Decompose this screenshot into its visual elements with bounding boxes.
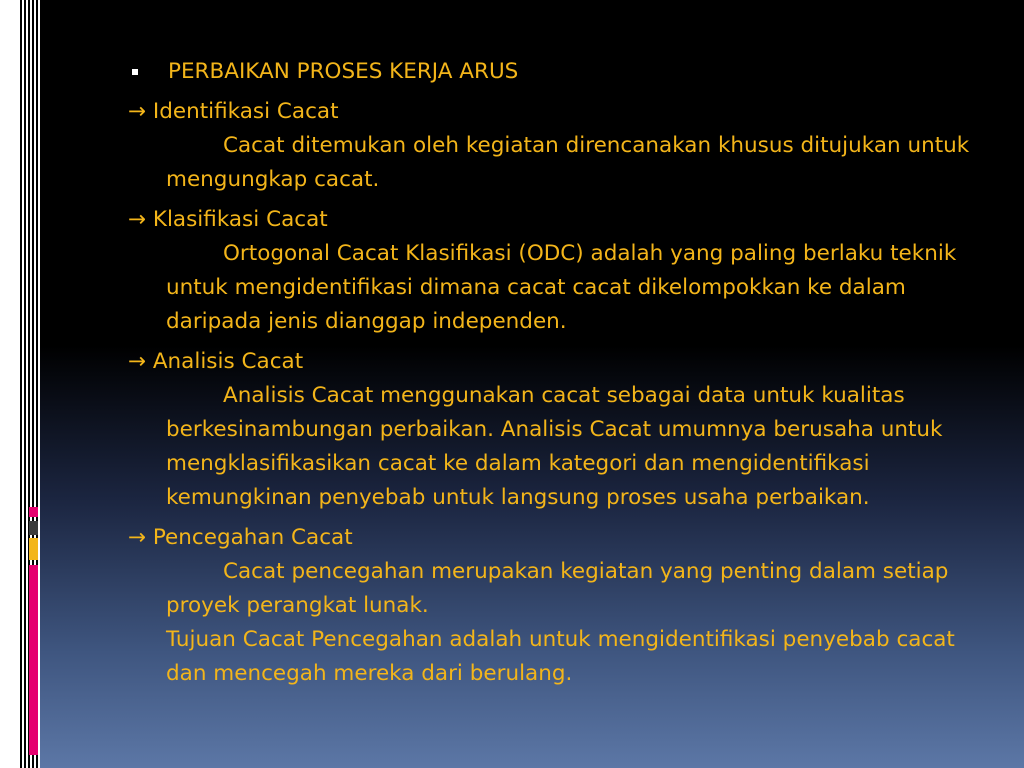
accent-gray-block (29, 521, 38, 535)
accent-pink-block (29, 507, 38, 517)
section-analisis (128, 345, 988, 515)
section-paragraph: Ortogonal Cacat Klasifikasi (ODC) adalah yang paling berlaku teknik untuk mengidentifikasi dimana cacat cacat dikelompokkan ke dalam daripada jenis dianggap independen. (166, 241, 957, 334)
section-pencegahan (128, 521, 988, 691)
heading-text: PERBAIKAN PROSES KERJA ARUS (168, 59, 519, 84)
accent-pink-bar (29, 565, 38, 755)
section-title: → Analisis Cacat (128, 349, 304, 374)
section-klasifikasi (128, 203, 988, 339)
slide-heading (128, 55, 988, 89)
section-paragraph: Analisis Cacat menggunakan cacat sebagai data untuk kualitas berkesinambungan perbaikan. Analisis Cacat umumnya berusaha untuk mengklasifikasikan cacat ke dalam kategori dan mengidentifikasi kemungkinan penyebab untuk langsung proses usaha perbaikan. (166, 383, 943, 510)
section-title: → Pencegahan Cacat (128, 525, 353, 550)
section-title: → Identifikasi Cacat (128, 99, 339, 124)
accent-gold-block (29, 538, 38, 560)
section-identifikasi (128, 95, 988, 197)
section-paragraph: Cacat ditemukan oleh kegiatan direncanakan khusus ditujukan untuk mengungkap cacat. (166, 133, 970, 192)
decor-stripe (20, 0, 22, 768)
section-paragraph-2: Tujuan Cacat Pencegahan adalah untuk mengidentifikasi penyebab cacat dan mencegah mereka dari berulang. (166, 627, 955, 686)
slide-content (128, 55, 988, 697)
square-bullet-icon (132, 69, 138, 75)
left-decor-bar (0, 0, 40, 768)
decor-stripe (24, 0, 26, 768)
section-title: → Klasifikasi Cacat (128, 207, 328, 232)
section-paragraph: Cacat pencegahan merupakan kegiatan yang penting dalam setiap proyek perangkat lunak. (166, 559, 949, 618)
